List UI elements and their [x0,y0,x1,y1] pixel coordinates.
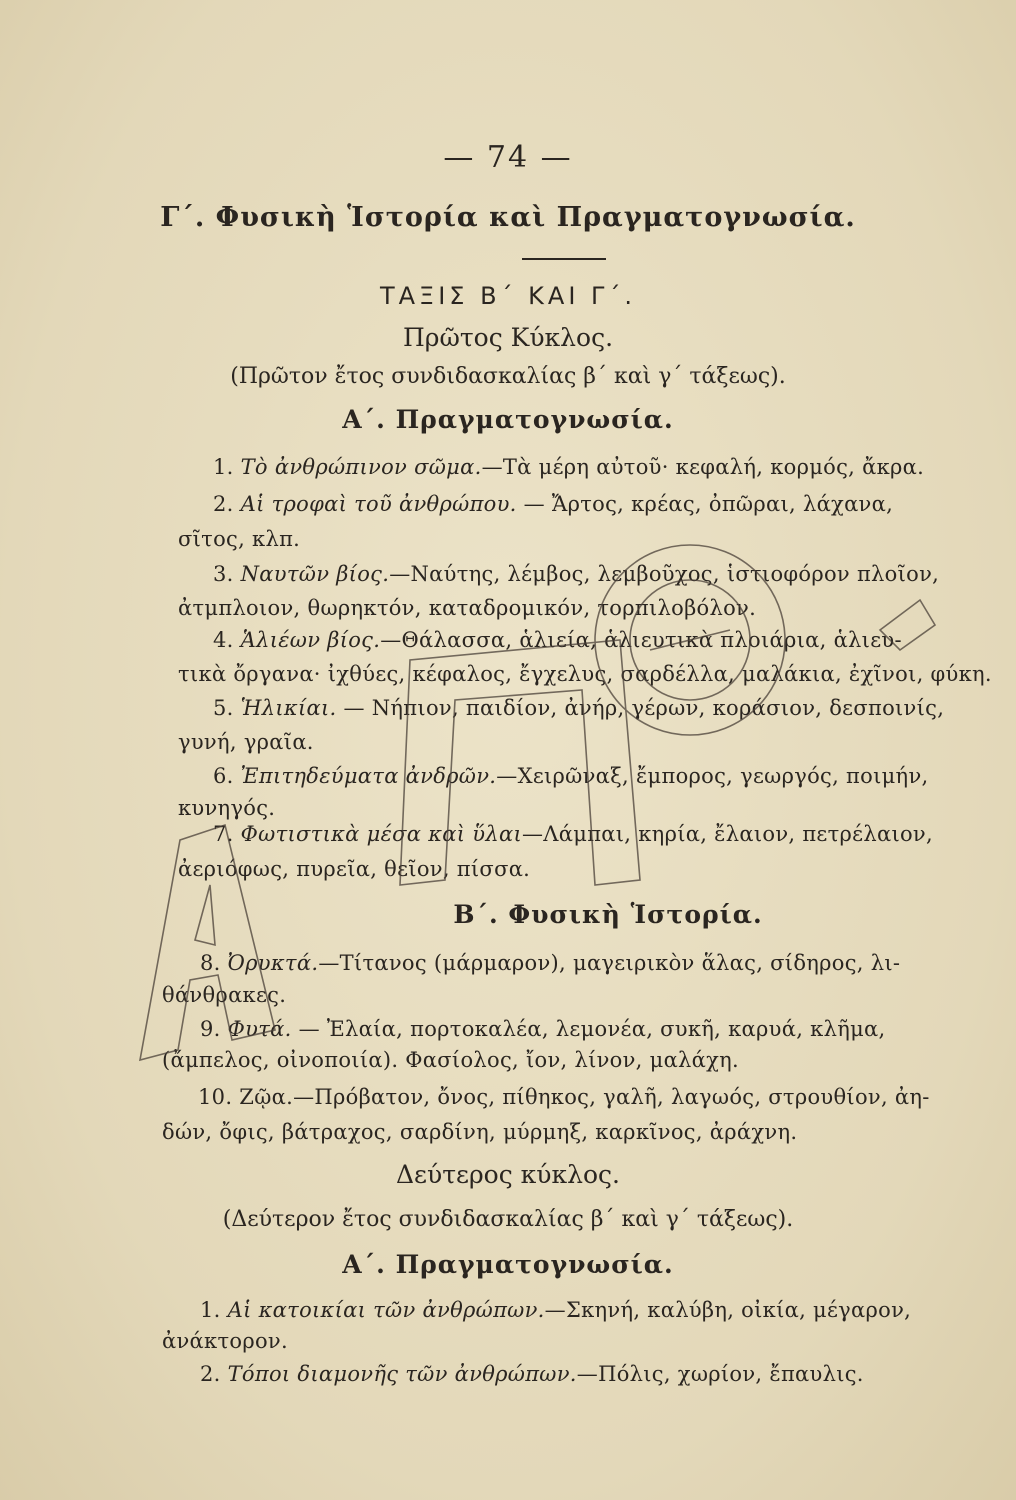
item-topic: Τὸ ἀνθρώπινον σῶμα. [240,455,482,479]
item-text: —Θάλασσα, ἁλιεία, ἁλιευτικὰ πλοιάρια, ἁλιευ- [380,628,902,652]
item-text: —Τίτανος (μάρμαρον), μαγειρικὸν ἅλας, σίδηρος, λι- [318,951,901,975]
list-item [213,764,928,788]
cycle2-title: Δεύτερος κύκλος. [396,1160,620,1189]
list-item [213,492,893,516]
list-item [213,628,902,652]
title-divider [522,258,606,260]
item-continuation: ἀτμπλοιον, θωρηκτόν, καταδρομικόν, τορπιλοβόλον. [178,596,757,620]
item-topic: Φωτιστικὰ μέσα καὶ ὕλαι [240,822,522,846]
item-text: —Πρόβατον, ὄνος, πίθηκος, γαλῆ, λαγωός, στρουθίον, ἀη- [293,1085,930,1109]
item-number: 10. [198,1085,233,1109]
item-text: — Ἄρτος, κρέας, ὀπῶραι, λάχανα, [516,492,894,516]
cycle2-subtitle: (Δεύτερον ἔτος συνδιδασκαλίας β΄ καὶ γ΄ τάξεως). [222,1207,794,1232]
item-continuation: ἀνάκτορον. [162,1329,288,1353]
item-number: 6. [213,764,234,788]
list-item [200,1362,864,1386]
item-continuation: τικὰ ὄργανα· ἰχθύες, κέφαλος, ἔγχελυς, σαρδέλλα, μαλάκια, ἐχῖνοι, φύκη. [178,662,992,686]
item-number: 1. [213,455,234,479]
item-topic: Τόποι διαμονῆς τῶν ἀνθρώπων. [227,1362,577,1386]
item-topic: Ἐπιτηδεύματα ἀνδρῶν. [240,764,497,788]
item-topic: Ναυτῶν βίος. [240,562,390,586]
item-continuation: σῖτος, κλπ. [178,527,301,551]
item-continuation: κυνηγός. [178,796,276,820]
item-number: 4. [213,628,234,652]
item-continuation: (ἄμπελος, οἰνοποιία). Φασίολος, ἴον, λίνον, μαλάχη. [162,1048,740,1072]
item-topic: Ἡλικίαι. [240,696,337,720]
item-topic: Φυτά. [227,1017,292,1041]
item-number: 2. [200,1362,221,1386]
item-topic: Ὀρυκτά. [227,951,319,975]
item-text: —Λάμπαι, κηρία, ἔλαιον, πετρέλαιον, [522,822,933,846]
item-continuation: γυνή, γραῖα. [178,730,314,754]
list-item [200,951,900,975]
item-continuation: δών, ὄφις, βάτραχος, σαρδίνη, μύρμηξ, καρκῖνος, ἀράχνη. [162,1120,798,1144]
cycle1-partA-title: Α΄. Πραγματογνωσία. [342,405,674,434]
list-item [200,1017,885,1041]
list-item [200,1298,911,1322]
list-item [213,696,944,720]
page-number: — 74 — [443,140,573,175]
item-number: 2. [213,492,234,516]
item-text: — Νήπιον, παιδίον, ἀνήρ, γέρων, κοράσιον, δεσποινίς, [336,696,945,720]
class-heading: ΤΑΞΙΣ Β΄ ΚΑΙ Γ΄. [379,282,637,310]
item-number: 3. [213,562,234,586]
item-text: —Πόλις, χωρίον, ἔπαυλις. [576,1362,864,1386]
item-topic: Αἱ κατοικίαι τῶν ἀνθρώπων. [227,1298,545,1322]
item-text: —Σκηνή, καλύβη, οἰκία, μέγαρον, [544,1298,912,1322]
cycle1-subtitle: (Πρῶτον ἔτος συνδιδασκαλίας β΄ καὶ γ΄ τάξεως). [230,364,786,389]
item-text: —Ναύτης, λέμβος, λεμβοῦχος, ἱστιοφόρον πλοῖον, [389,562,940,586]
cycle2-partA-title: Α΄. Πραγματογνωσία. [342,1250,674,1279]
section-title: Γ΄. Φυσικὴ Ἱστορία καὶ Πραγματογνωσία. [160,202,856,233]
item-number: 9. [200,1017,221,1041]
item-topic: Ἁλιέων βίος. [240,628,381,652]
item-topic: Αἱ τροφαὶ τοῦ ἀνθρώπου. [240,492,517,516]
list-item [213,822,933,846]
list-item [213,562,939,586]
item-continuation: θάνθρακες. [162,983,287,1007]
item-text: —Χειρῶναξ, ἔμπορος, γεωργός, ποιμήν, [496,764,929,788]
item-continuation: ἀεριόφως, πυρεῖα, θεῖον, πίσσα. [178,857,531,881]
item-text: — Ἐλαία, πορτοκαλέα, λεμονέα, συκῆ, καρυά, κλῆμα, [291,1017,886,1041]
item-text: —Τὰ μέρη αὐτοῦ· κεφαλή, κορμός, ἄκρα. [481,455,925,479]
item-number: 5. [213,696,234,720]
cycle1-title: Πρῶτος Κύκλος. [402,323,614,352]
item-number: 7. [213,822,234,846]
list-item [213,455,924,479]
item-topic: Ζῷα. [239,1085,294,1109]
list-item [198,1085,930,1109]
item-number: 1. [200,1298,221,1322]
cycle1-partB-title: Β΄. Φυσικὴ Ἱστορία. [453,900,763,929]
item-number: 8. [200,951,221,975]
